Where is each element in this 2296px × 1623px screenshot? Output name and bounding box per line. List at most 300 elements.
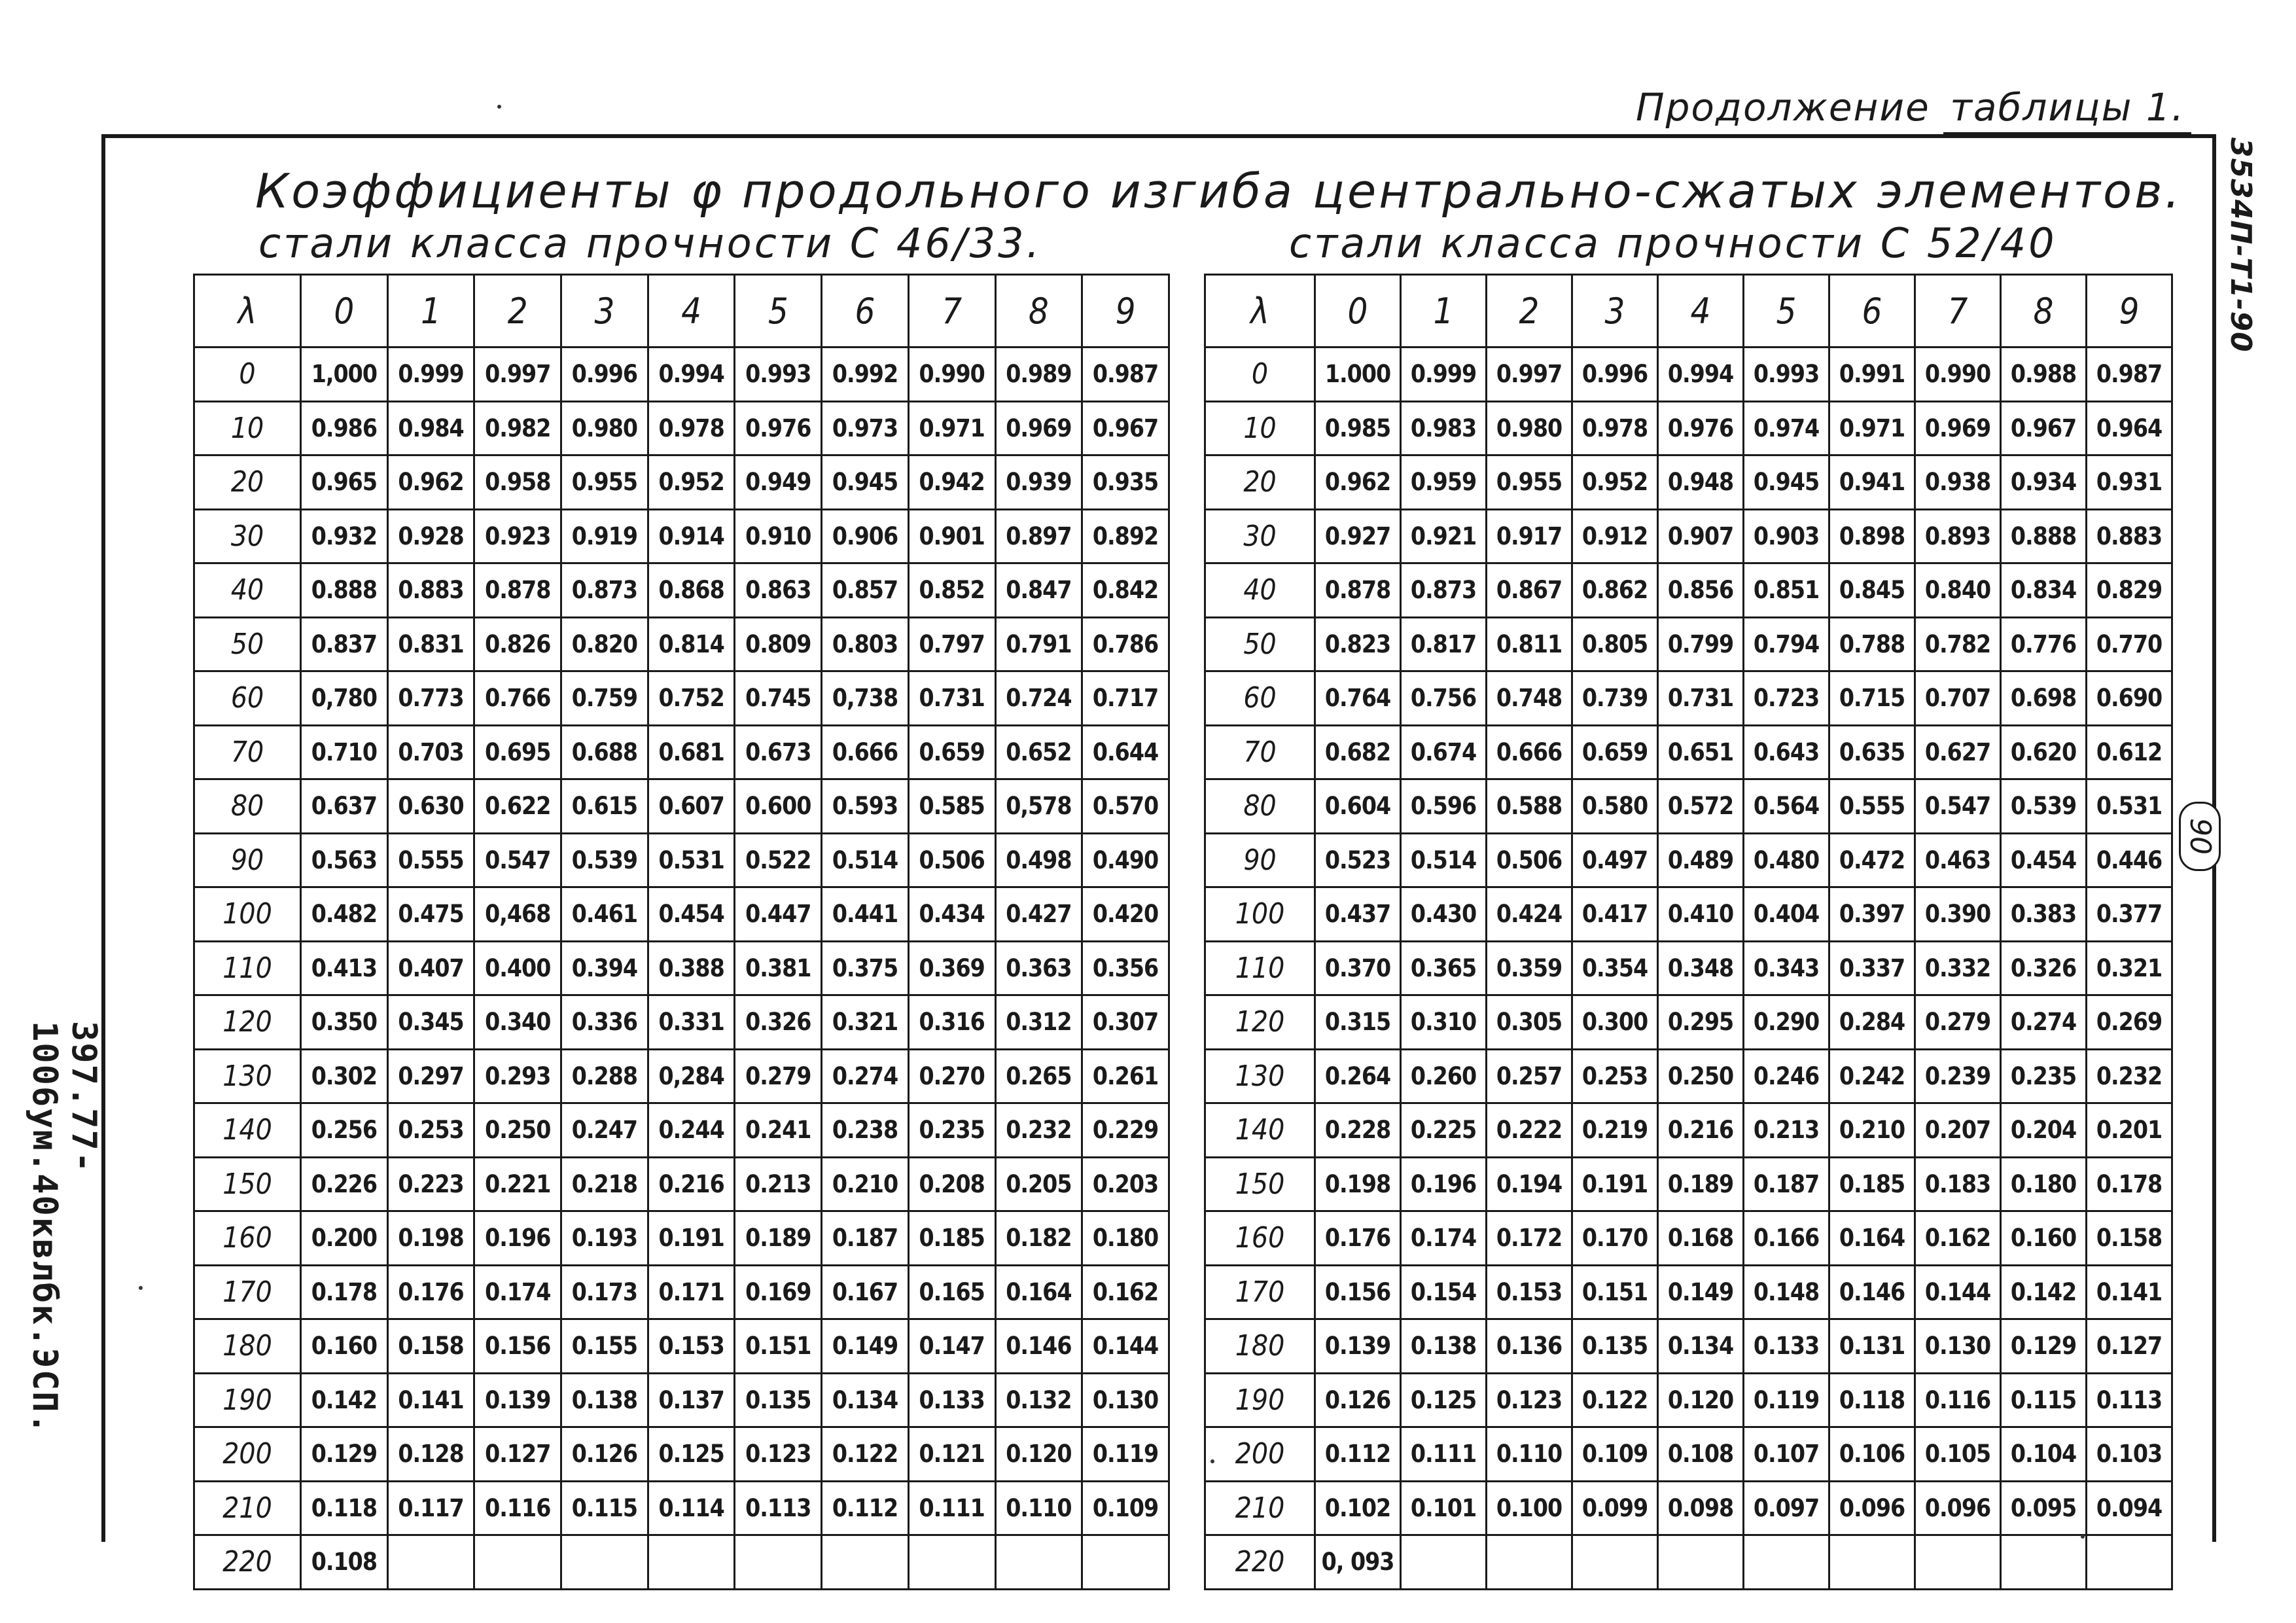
lambda-cell: 10: [194, 401, 301, 455]
coefficient-cell: 0.185: [1829, 1157, 1915, 1211]
coefficient-cell: 0.523: [1315, 833, 1401, 887]
coefficient-cell: 0,468: [474, 887, 561, 942]
table-row: [1205, 671, 2172, 726]
coefficient-cell: 0.117: [387, 1481, 474, 1535]
lambda-cell: 120: [1205, 995, 1315, 1050]
coefficient-cell: 0.123: [735, 1427, 822, 1482]
coefficient-cell: 0.253: [387, 1103, 474, 1158]
coefficient-cell: 0.630: [387, 779, 474, 834]
coefficient-cell: 0.973: [822, 401, 909, 455]
coefficient-cell: [1915, 1535, 2001, 1590]
coefficient-cell: 0.125: [648, 1427, 735, 1482]
coefficient-cell: 0.731: [908, 671, 995, 726]
coefficient-cell: 0.971: [908, 401, 995, 455]
document-code: 3534П-Т1-90: [2224, 137, 2257, 353]
coefficient-cell: 0.173: [561, 1265, 648, 1319]
table-row: [194, 1211, 1169, 1266]
coefficient-cell: 0.991: [1829, 348, 1915, 402]
coefficient-cell: 0.165: [908, 1265, 995, 1319]
coefficient-cell: 0.113: [735, 1481, 822, 1535]
coefficient-cell: 0.107: [1744, 1427, 1829, 1482]
coefficient-cell: 0.823: [1315, 617, 1401, 671]
table-row: [194, 455, 1169, 510]
coefficient-cell: 0.437: [1315, 887, 1401, 942]
coefficient-cell: 0.133: [908, 1373, 995, 1427]
coefficient-cell: 0.369: [908, 941, 995, 995]
coefficient-cell: 0.522: [735, 833, 822, 887]
coefficient-cell: 0.098: [1658, 1481, 1744, 1535]
coefficient-cell: 0.939: [995, 455, 1082, 510]
coefficient-cell: 0.290: [1744, 995, 1829, 1050]
coefficient-cell: 0.153: [648, 1319, 735, 1374]
coefficient-cell: 0.108: [301, 1535, 388, 1590]
coefficient-cell: 0.752: [648, 671, 735, 726]
coefficient-cell: 0.446: [2087, 833, 2172, 887]
coefficient-cell: 0.113: [2087, 1373, 2172, 1427]
coefficient-cell: 0.506: [1487, 833, 1572, 887]
coefficient-cell: 0.279: [1915, 995, 2001, 1050]
coefficient-cell: 0.178: [2087, 1157, 2172, 1211]
coefficient-cell: 0.141: [387, 1373, 474, 1427]
continuation-table-ref: таблицы 1.: [1943, 85, 2191, 135]
table-row: [194, 1535, 1169, 1590]
coefficient-cell: 0.420: [1082, 887, 1169, 942]
coefficient-cell: [735, 1535, 822, 1590]
coefficient-cell: 0.257: [1487, 1049, 1572, 1103]
coefficient-cell: 0.572: [1658, 779, 1744, 834]
left-table-subtitle: стали класса прочности С 46/33.: [258, 219, 1042, 267]
coefficient-cell: 0.235: [2001, 1049, 2087, 1103]
lambda-cell: 90: [1205, 833, 1315, 887]
coefficient-cell: 0.999: [387, 348, 474, 402]
coefficient-cell: 0.978: [648, 401, 735, 455]
coefficient-cell: 0.723: [1744, 671, 1829, 726]
coefficient-cell: [474, 1535, 561, 1590]
coefficient-cell: 0.997: [474, 348, 561, 402]
coefficient-cell: 0.156: [1315, 1265, 1401, 1319]
coefficient-cell: 0.114: [648, 1481, 735, 1535]
coefficient-cell: 0.990: [1915, 348, 2001, 402]
coefficient-cell: 0.907: [1658, 509, 1744, 563]
coefficient-cell: 0.189: [735, 1211, 822, 1266]
coefficient-cell: 0.288: [561, 1049, 648, 1103]
coefficient-cell: 0.555: [1829, 779, 1915, 834]
coefficient-cell: 0.580: [1572, 779, 1658, 834]
coefficient-cell: 0.131: [1829, 1319, 1915, 1374]
coefficient-cell: 0.128: [387, 1427, 474, 1482]
coefficient-cell: 0.868: [648, 563, 735, 618]
coefficient-cell: 0.394: [561, 941, 648, 995]
coefficient-cell: 0.878: [474, 563, 561, 618]
coefficient-cell: 0.873: [561, 563, 648, 618]
lambda-cell: 70: [194, 725, 301, 779]
coefficient-cell: 0.250: [1658, 1049, 1744, 1103]
coefficient-cell: 0.427: [995, 887, 1082, 942]
coefficient-cell: 0.125: [1401, 1373, 1487, 1427]
coefficient-cell: 0.109: [1082, 1481, 1169, 1535]
coefficient-cell: 0.949: [735, 455, 822, 510]
coefficient-cell: 0.189: [1658, 1157, 1744, 1211]
coefficient-cell: 0.759: [561, 671, 648, 726]
coefficient-cell: [1572, 1535, 1658, 1590]
coefficient-cell: 0.148: [1744, 1265, 1829, 1319]
coefficient-cell: 0.094: [2087, 1481, 2172, 1535]
coefficient-cell: [1082, 1535, 1169, 1590]
coefficient-cell: 0.174: [474, 1265, 561, 1319]
coefficient-cell: 0.931: [2087, 455, 2172, 510]
coefficient-cell: 0.724: [995, 671, 1082, 726]
lambda-cell: 200: [1205, 1427, 1315, 1482]
coefficient-cell: 0.118: [301, 1481, 388, 1535]
coefficient-cell: 0.149: [1658, 1265, 1744, 1319]
coefficient-cell: 0.136: [1487, 1319, 1572, 1374]
coefficient-cell: 0.120: [1658, 1373, 1744, 1427]
coefficient-cell: 0.878: [1315, 563, 1401, 618]
coefficient-cell: 0.138: [561, 1373, 648, 1427]
coefficient-cell: 0.635: [1829, 725, 1915, 779]
lambda-cell: 110: [194, 941, 301, 995]
table-row: [1205, 941, 2172, 995]
coefficient-cell: 0.219: [1572, 1103, 1658, 1158]
coefficient-cell: 0.962: [1315, 455, 1401, 510]
coefficient-cell: 0.123: [1487, 1373, 1572, 1427]
coefficient-cell: 0.413: [301, 941, 388, 995]
coefficient-cell: 0.927: [1315, 509, 1401, 563]
coefficient-cell: 0.350: [301, 995, 388, 1050]
coefficient-cell: 0.928: [387, 509, 474, 563]
coefficient-cell: 0.637: [301, 779, 388, 834]
lambda-cell: 0: [1205, 348, 1315, 402]
table-row: [1205, 1211, 2172, 1266]
coefficient-cell: 0.969: [1915, 401, 2001, 455]
coefficient-cell: 0.901: [908, 509, 995, 563]
coefficient-cell: 0.809: [735, 617, 822, 671]
coefficient-cell: 0.570: [1082, 779, 1169, 834]
coefficient-cell: 0.688: [561, 725, 648, 779]
table-row: [1205, 509, 2172, 563]
header-cell-digit: 6: [1829, 275, 1915, 348]
coefficient-cell: 0.817: [1401, 617, 1487, 671]
coefficient-cell: 0.914: [648, 509, 735, 563]
coefficient-cell: 0.539: [2001, 779, 2087, 834]
coefficient-cell: 0.992: [822, 348, 909, 402]
coefficient-cell: 0.232: [2087, 1049, 2172, 1103]
coefficient-cell: 0.109: [1572, 1427, 1658, 1482]
coefficient-cell: 0.101: [1401, 1481, 1487, 1535]
coefficient-cell: 0.260: [1401, 1049, 1487, 1103]
right-coefficient-table: [1204, 274, 2173, 1590]
coefficient-cell: 0.659: [908, 725, 995, 779]
coefficient-cell: 0.531: [2087, 779, 2172, 834]
coefficient-cell: [908, 1535, 995, 1590]
coefficient-cell: 0.156: [474, 1319, 561, 1374]
coefficient-cell: 0.343: [1744, 941, 1829, 995]
coefficient-cell: 0.336: [561, 995, 648, 1050]
coefficient-cell: 0.095: [2001, 1481, 2087, 1535]
coefficient-cell: 0.539: [561, 833, 648, 887]
coefficient-cell: 0.856: [1658, 563, 1744, 618]
lambda-cell: 130: [1205, 1049, 1315, 1103]
lambda-cell: 220: [194, 1535, 301, 1590]
coefficient-cell: 0.994: [648, 348, 735, 402]
coefficient-cell: 0.122: [1572, 1373, 1658, 1427]
coefficient-cell: 0.994: [1658, 348, 1744, 402]
coefficient-cell: 0.115: [561, 1481, 648, 1535]
table-row: [1205, 1049, 2172, 1103]
table-row: [194, 995, 1169, 1050]
coefficient-cell: 0.805: [1572, 617, 1658, 671]
coefficient-cell: 0.938: [1915, 455, 2001, 510]
coefficient-cell: 0.898: [1829, 509, 1915, 563]
coefficient-cell: 0.363: [995, 941, 1082, 995]
lambda-cell: 160: [1205, 1211, 1315, 1266]
coefficient-cell: 0.119: [1082, 1427, 1169, 1482]
coefficient-cell: 0.321: [2087, 941, 2172, 995]
lambda-cell: 30: [194, 509, 301, 563]
table-row: [194, 348, 1169, 402]
lambda-cell: 150: [1205, 1157, 1315, 1211]
coefficient-cell: 0.715: [1829, 671, 1915, 726]
coefficient-cell: 0.945: [822, 455, 909, 510]
coefficient-cell: 0.454: [2001, 833, 2087, 887]
coefficient-cell: 0.178: [301, 1265, 388, 1319]
lambda-cell: 90: [194, 833, 301, 887]
lambda-cell: 210: [1205, 1481, 1315, 1535]
coefficient-cell: 0.151: [735, 1319, 822, 1374]
lambda-cell: 150: [194, 1157, 301, 1211]
coefficient-cell: 0.773: [387, 671, 474, 726]
lambda-cell: 80: [1205, 779, 1315, 834]
lambda-cell: 100: [194, 887, 301, 942]
coefficient-cell: 0.153: [1487, 1265, 1572, 1319]
table-row: [194, 1481, 1169, 1535]
lambda-cell: 60: [1205, 671, 1315, 726]
coefficient-cell: 0.133: [1744, 1319, 1829, 1374]
coefficient-cell: 0.710: [301, 725, 388, 779]
table-row: [1205, 995, 2172, 1050]
coefficient-cell: 0.506: [908, 833, 995, 887]
coefficient-cell: 0.840: [1915, 563, 2001, 618]
coefficient-cell: [561, 1535, 648, 1590]
table-row: [194, 1157, 1169, 1211]
lambda-cell: 50: [194, 617, 301, 671]
coefficient-cell: 0.106: [1829, 1427, 1915, 1482]
lambda-cell: 10: [1205, 401, 1315, 455]
coefficient-cell: 0.129: [2001, 1319, 2087, 1374]
coefficient-cell: 0.242: [1829, 1049, 1915, 1103]
header-cell-digit: 2: [1487, 275, 1572, 348]
lambda-cell: 140: [1205, 1103, 1315, 1158]
coefficient-cell: 0.643: [1744, 725, 1829, 779]
coefficient-cell: 0.225: [1401, 1103, 1487, 1158]
header-cell-digit: 5: [735, 275, 822, 348]
coefficient-cell: 0.831: [387, 617, 474, 671]
coefficient-cell: 0.147: [908, 1319, 995, 1374]
table-row: [194, 563, 1169, 618]
table-row: [194, 1373, 1169, 1427]
table-row: [1205, 563, 2172, 618]
coefficient-cell: 0.952: [1572, 455, 1658, 510]
header-cell-digit: 7: [1915, 275, 2001, 348]
scan-speck: [1210, 1459, 1214, 1463]
lambda-cell: 60: [194, 671, 301, 726]
coefficient-cell: 0.857: [822, 563, 909, 618]
coefficient-cell: 0.932: [301, 509, 388, 563]
coefficient-cell: 0.811: [1487, 617, 1572, 671]
coefficient-cell: 0.110: [995, 1481, 1082, 1535]
coefficient-cell: 0.923: [474, 509, 561, 563]
coefficient-cell: 0.993: [735, 348, 822, 402]
coefficient-cell: 0.354: [1572, 941, 1658, 995]
coefficient-cell: 0.170: [1572, 1211, 1658, 1266]
lambda-cell: 0: [194, 348, 301, 402]
coefficient-cell: 0.770: [2087, 617, 2172, 671]
coefficient-cell: 0.498: [995, 833, 1082, 887]
coefficient-cell: 0.967: [2001, 401, 2087, 455]
coefficient-cell: 0.620: [2001, 725, 2087, 779]
coefficient-cell: 0.196: [1401, 1157, 1487, 1211]
header-cell-digit: 0: [301, 275, 388, 348]
coefficient-cell: 0.213: [735, 1157, 822, 1211]
coefficient-cell: 0.104: [2001, 1427, 2087, 1482]
coefficient-cell: 0.862: [1572, 563, 1658, 618]
lambda-cell: 110: [1205, 941, 1315, 995]
lambda-cell: 170: [194, 1265, 301, 1319]
coefficient-cell: 0.191: [648, 1211, 735, 1266]
coefficient-cell: 0.888: [2001, 509, 2087, 563]
coefficient-cell: 0.130: [1915, 1319, 2001, 1374]
header-cell-digit: 1: [1401, 275, 1487, 348]
coefficient-cell: 0.300: [1572, 995, 1658, 1050]
coefficient-cell: 0.651: [1658, 725, 1744, 779]
header-cell-digit: 8: [995, 275, 1082, 348]
lambda-cell: 50: [1205, 617, 1315, 671]
coefficient-cell: 0.218: [561, 1157, 648, 1211]
coefficient-cell: 0.971: [1829, 401, 1915, 455]
coefficient-cell: 0.388: [648, 941, 735, 995]
coefficient-cell: 0.118: [1829, 1373, 1915, 1427]
coefficient-cell: 0.146: [1829, 1265, 1915, 1319]
coefficient-cell: 0.138: [1401, 1319, 1487, 1374]
coefficient-cell: [995, 1535, 1082, 1590]
coefficient-cell: [1658, 1535, 1744, 1590]
coefficient-cell: 0.198: [387, 1211, 474, 1266]
coefficient-cell: 0.424: [1487, 887, 1572, 942]
table-row: [194, 941, 1169, 995]
table-row: [1205, 725, 2172, 779]
coefficient-cell: 0.149: [822, 1319, 909, 1374]
coefficient-cell: 0.200: [301, 1211, 388, 1266]
coefficient-cell: 0.120: [995, 1427, 1082, 1482]
coefficient-cell: 0.216: [1658, 1103, 1744, 1158]
table-header-row: [194, 275, 1169, 348]
right-table-subtitle: стали класса прочности С 52/40: [1289, 219, 2057, 267]
coefficient-cell: 0.585: [908, 779, 995, 834]
lambda-cell: 160: [194, 1211, 301, 1266]
coefficient-cell: 0.430: [1401, 887, 1487, 942]
archive-stamp: 397.77-1006ум.40квлбк.ЭСП.: [25, 1021, 103, 1435]
coefficient-cell: 0.555: [387, 833, 474, 887]
coefficient-cell: 0.820: [561, 617, 648, 671]
coefficient-cell: 0.681: [648, 725, 735, 779]
table-row: [1205, 455, 2172, 510]
coefficient-cell: 0.912: [1572, 509, 1658, 563]
coefficient-cell: 0.461: [561, 887, 648, 942]
coefficient-cell: 0.921: [1401, 509, 1487, 563]
coefficient-cell: 0.228: [1315, 1103, 1401, 1158]
coefficient-cell: 0.359: [1487, 941, 1572, 995]
coefficient-cell: 0.191: [1572, 1157, 1658, 1211]
coefficient-cell: 0.135: [735, 1373, 822, 1427]
coefficient-cell: [822, 1535, 909, 1590]
coefficient-cell: 0.142: [301, 1373, 388, 1427]
coefficient-cell: 0.097: [1744, 1481, 1829, 1535]
coefficient-cell: 0.955: [561, 455, 648, 510]
table-row: [1205, 1157, 2172, 1211]
coefficient-cell: 0.945: [1744, 455, 1829, 510]
coefficient-cell: 0.103: [2087, 1427, 2172, 1482]
coefficient-cell: 0.969: [995, 401, 1082, 455]
coefficient-cell: 0.326: [735, 995, 822, 1050]
lambda-cell: 40: [194, 563, 301, 618]
coefficient-cell: 0,284: [648, 1049, 735, 1103]
header-cell-digit: 9: [1082, 275, 1169, 348]
table-row: [1205, 779, 2172, 834]
coefficient-cell: 0.766: [474, 671, 561, 726]
coefficient-cell: 0.892: [1082, 509, 1169, 563]
coefficient-cell: 0.144: [1915, 1265, 2001, 1319]
header-cell-digit: 7: [908, 275, 995, 348]
lambda-cell: 40: [1205, 563, 1315, 618]
coefficient-cell: 0.196: [474, 1211, 561, 1266]
coefficient-cell: 0.990: [908, 348, 995, 402]
coefficient-cell: 0.164: [1829, 1211, 1915, 1266]
coefficient-cell: 0.919: [561, 509, 648, 563]
coefficient-cell: 0.135: [1572, 1319, 1658, 1374]
coefficient-cell: 0.965: [301, 455, 388, 510]
coefficient-cell: 0.167: [822, 1265, 909, 1319]
coefficient-cell: 0.171: [648, 1265, 735, 1319]
coefficient-cell: 0.834: [2001, 563, 2087, 618]
coefficient-cell: 0.284: [1829, 995, 1915, 1050]
coefficient-cell: 0.154: [1401, 1265, 1487, 1319]
coefficient-cell: 0.305: [1487, 995, 1572, 1050]
table-row: [1205, 617, 2172, 671]
coefficient-cell: 0.337: [1829, 941, 1915, 995]
coefficient-cell: 0.514: [822, 833, 909, 887]
coefficient-cell: 0.593: [822, 779, 909, 834]
coefficient-cell: 0.176: [1315, 1211, 1401, 1266]
coefficient-cell: 0.204: [2001, 1103, 2087, 1158]
coefficient-cell: 0.845: [1829, 563, 1915, 618]
coefficient-cell: 0.547: [1915, 779, 2001, 834]
coefficient-cell: 0.607: [648, 779, 735, 834]
coefficient-cell: 0.099: [1572, 1481, 1658, 1535]
coefficient-cell: 0.155: [561, 1319, 648, 1374]
coefficient-cell: 0.615: [561, 779, 648, 834]
lambda-cell: 190: [194, 1373, 301, 1427]
coefficient-cell: 0.764: [1315, 671, 1401, 726]
coefficient-cell: 0.172: [1487, 1211, 1572, 1266]
coefficient-cell: 0.137: [648, 1373, 735, 1427]
coefficient-cell: 0.207: [1915, 1103, 2001, 1158]
header-cell-digit: 8: [2001, 275, 2087, 348]
coefficient-cell: 0.223: [387, 1157, 474, 1211]
table-row: [194, 1319, 1169, 1374]
header-cell-digit: 5: [1744, 275, 1829, 348]
lambda-cell: 140: [194, 1103, 301, 1158]
coefficient-cell: 0.310: [1401, 995, 1487, 1050]
